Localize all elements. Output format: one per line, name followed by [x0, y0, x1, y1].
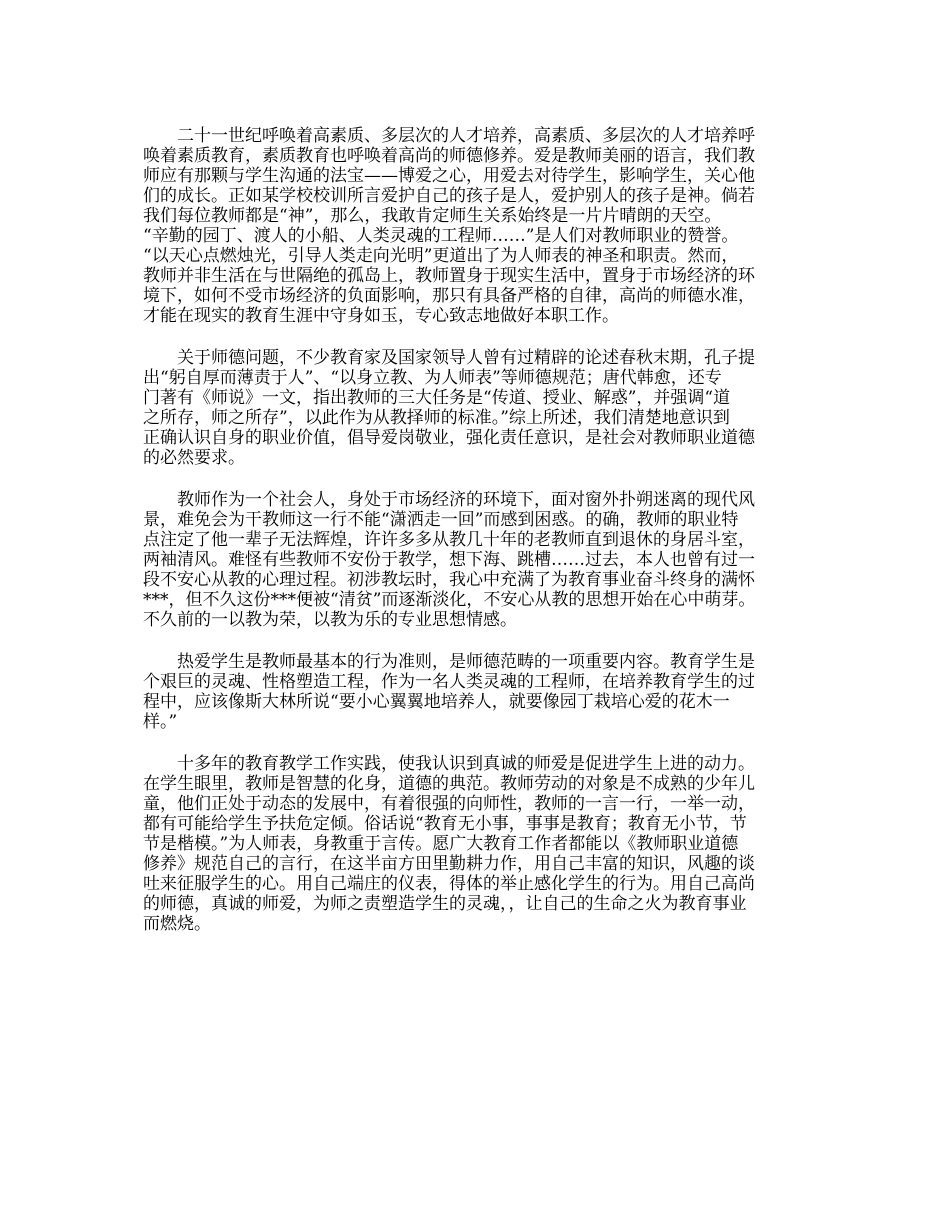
paragraph-line: 修养》规范自己的言行，在这半亩方田里勤耕力作，用自己丰富的知识，风趣的谈 — [143, 854, 755, 874]
paragraph-line: 节是楷模。”为人师表，身教重于言传。愿广大教育工作者都能以《教师职业道德 — [143, 834, 739, 854]
paragraph-line: 的师德，真诚的师爱，为师之责塑造学生的灵魂，，让自己的生命之火为教育事业 — [143, 894, 747, 914]
paragraph — [143, 490, 819, 630]
paragraph-line: 热爱学生是教师最基本的行为准则，是师德范畴的一项重要内容。教育学生是 — [177, 652, 755, 672]
paragraph-line: 点注定了他一辈子无法辉煌，许许多多从教几十年的老教师直到退休的身居斗室， — [143, 530, 755, 550]
paragraph-line: 之所存，师之所存”，以此作为从教择师的标准。”综上所述，我们清楚地意识到 — [143, 408, 730, 428]
paragraph-line: 个艰巨的灵魂、性格塑造工程，作为一名人类灵魂的工程师，在培养教育学生的过 — [143, 672, 755, 692]
paragraph-line: “辛勤的园丁、渡人的小船、人类灵魂的工程师……”是人们对教师职业的赞誉。 — [143, 226, 739, 246]
paragraph — [143, 754, 819, 934]
paragraph-line: 景，难免会为干教师这一行不能“潇洒走一回”而感到困惑。的确，教师的职业特 — [143, 510, 739, 530]
paragraph-line: 吐来征服学生的心。用自己端庄的仪表，得体的举止感化学生的行为。用自己高尚 — [143, 874, 755, 894]
paragraph-line: 样。” — [143, 712, 178, 732]
paragraph-line: 教师作为一个社会人，身处于市场经济的环境下，面对窗外扑朔迷离的现代风 — [177, 490, 755, 510]
paragraph-line: 段不安心从教的心理过程。初涉教坛时，我心中充满了为教育事业奋斗终身的满怀 — [143, 570, 755, 590]
paragraph-line: 十多年的教育教学工作实践，使我认识到真诚的师爱是促进学生上进的动力。 — [177, 754, 755, 774]
paragraph-line: “以天心点燃烛光，引导人类走向光明”更道出了为人师表的神圣和职责。然而， — [143, 246, 739, 266]
paragraph-line: 师应有那颗与学生沟通的法宝——博爱之心，用爱去对待学生，影响学生，关心他 — [143, 166, 755, 186]
paragraph-line: 的必然要求。 — [143, 448, 245, 468]
paragraph-line: 们的成长。正如某学校校训所言爱护自己的孩子是人，爱护别人的孩子是神。倘若 — [143, 186, 755, 206]
paragraph-line: ***，但不久这份***便被“清贫”而逐渐淡化，不安心从教的思想开始在心中萌芽。 — [143, 590, 756, 610]
paragraph-line: 境下，如何不受市场经济的负面影响，那只有具备严格的自律，高尚的师德水准， — [143, 286, 755, 306]
paragraph — [143, 348, 819, 468]
paragraph-line: 两袖清风。难怪有些教师不安份于教学，想下海、跳槽……过去，本人也曾有过一 — [143, 550, 755, 570]
paragraph-line: 教师并非生活在与世隔绝的孤岛上，教师置身于现实生活中，置身于市场经济的环 — [143, 266, 755, 286]
document-body — [143, 126, 819, 956]
paragraph-line: 出“躬自厚而薄责于人”、“以身立教、为人师表”等师德规范；唐代韩愈，还专 — [143, 368, 722, 388]
paragraph — [143, 126, 819, 326]
paragraph-line: 关于师德问题，不少教育家及国家领导人曾有过精辟的论述春秋末期，孔子提 — [177, 348, 755, 368]
paragraph-line: 在学生眼里，教师是智慧的化身，道德的典范。教师劳动的对象是不成熟的少年儿 — [143, 774, 755, 794]
paragraph-line: 童，他们正处于动态的发展中，有着很强的向师性，教师的一言一行，一举一动， — [143, 794, 755, 814]
paragraph-line: 我们每位教师都是“神”，那么，我敢肯定师生关系始终是一片片晴朗的天空。 — [143, 206, 722, 226]
paragraph-line: 门著有《师说》一文，指出教师的三大任务是“传道、授业、解惑”，并强调“道 — [143, 388, 731, 408]
paragraph-line: 不久前的一以教为荣，以教为乐的专业思想情感。 — [143, 610, 517, 630]
paragraph-line: 才能在现实的教育生涯中守身如玉，专心致志地做好本职工作。 — [143, 306, 619, 326]
paragraph-line: 二十一世纪呼唤着高素质、多层次的人才培养，高素质、多层次的人才培养呼 — [177, 126, 755, 146]
paragraph — [143, 652, 819, 732]
paragraph-line: 正确认识自身的职业价值，倡导爱岗敬业，强化责任意识，是社会对教师职业道德 — [143, 428, 755, 448]
paragraph-line: 都有可能给学生予扶危定倾。俗话说“教育无小事，事事是教育；教育无小节，节 — [143, 814, 747, 834]
paragraph-line: 而燃烧。 — [143, 914, 211, 934]
paragraph-line: 唤着素质教育，素质教育也呼唤着高尚的师德修养。爱是教师美丽的语言，我们教 — [143, 146, 755, 166]
paragraph-line: 程中，应该像斯大林所说“要小心翼翼地培养人，就要像园丁栽培心爱的花木一 — [143, 692, 730, 712]
